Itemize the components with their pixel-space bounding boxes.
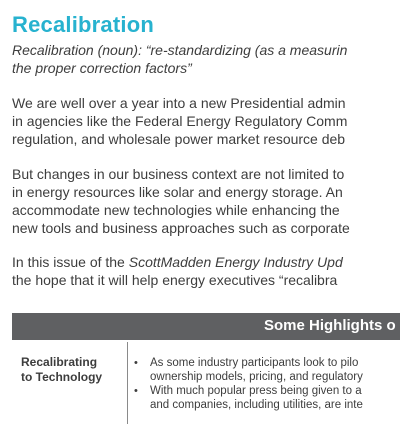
paragraph-3-line-1 [12,253,343,271]
highlights-header-band [12,313,400,340]
column-divider [127,342,128,424]
page-title: Recalibration [12,12,154,37]
paragraph-2-line-4: new tools and business approaches such as corporate [12,220,350,236]
bullet-2-line-2: and companies, including utilities, are inte [150,399,363,411]
paragraph-2-line-2: in energy resources like solar and energy storage. An [12,184,343,200]
paragraph-3-prefix: In this issue of the [12,254,129,270]
paragraph-1-line-1: We are well over a year into a new Presidential admin [12,95,346,111]
newsletter-name: ScottMadden Energy Industry Upd [128,254,343,270]
bullet-1-line-1: As some industry participants look to pilo [150,357,359,369]
bullet-2-line-1: With much popular press being given to a [150,385,362,397]
highlights-heading: Some Highlights o [264,317,396,334]
paragraph-2-line-1: But changes in our business context are not limited to [12,166,345,182]
definition-line-1: Recalibration (noun): “re-standardizing (as a measurin [12,42,348,58]
row-label-line-1: Recalibrating [21,355,98,369]
paragraph-2-line-3: accommodate new technologies while enhancing the [12,202,340,218]
paragraph-3-line-2: the hope that it will help energy executives “recalibra [12,272,338,288]
definition-line-2: the proper correction factors” [12,60,192,76]
row-label-line-2: to Technology [21,370,103,384]
paragraph-1-line-3: regulation, and wholesale power market resource deb [12,131,346,147]
paragraph-1-line-2: in agencies like the Federal Energy Regulatory Comm [12,113,348,129]
bullet-marker: • [134,385,138,397]
bullet-marker: • [134,357,138,369]
bullet-1-line-2: ownership models, pricing, and regulatory [150,371,363,383]
